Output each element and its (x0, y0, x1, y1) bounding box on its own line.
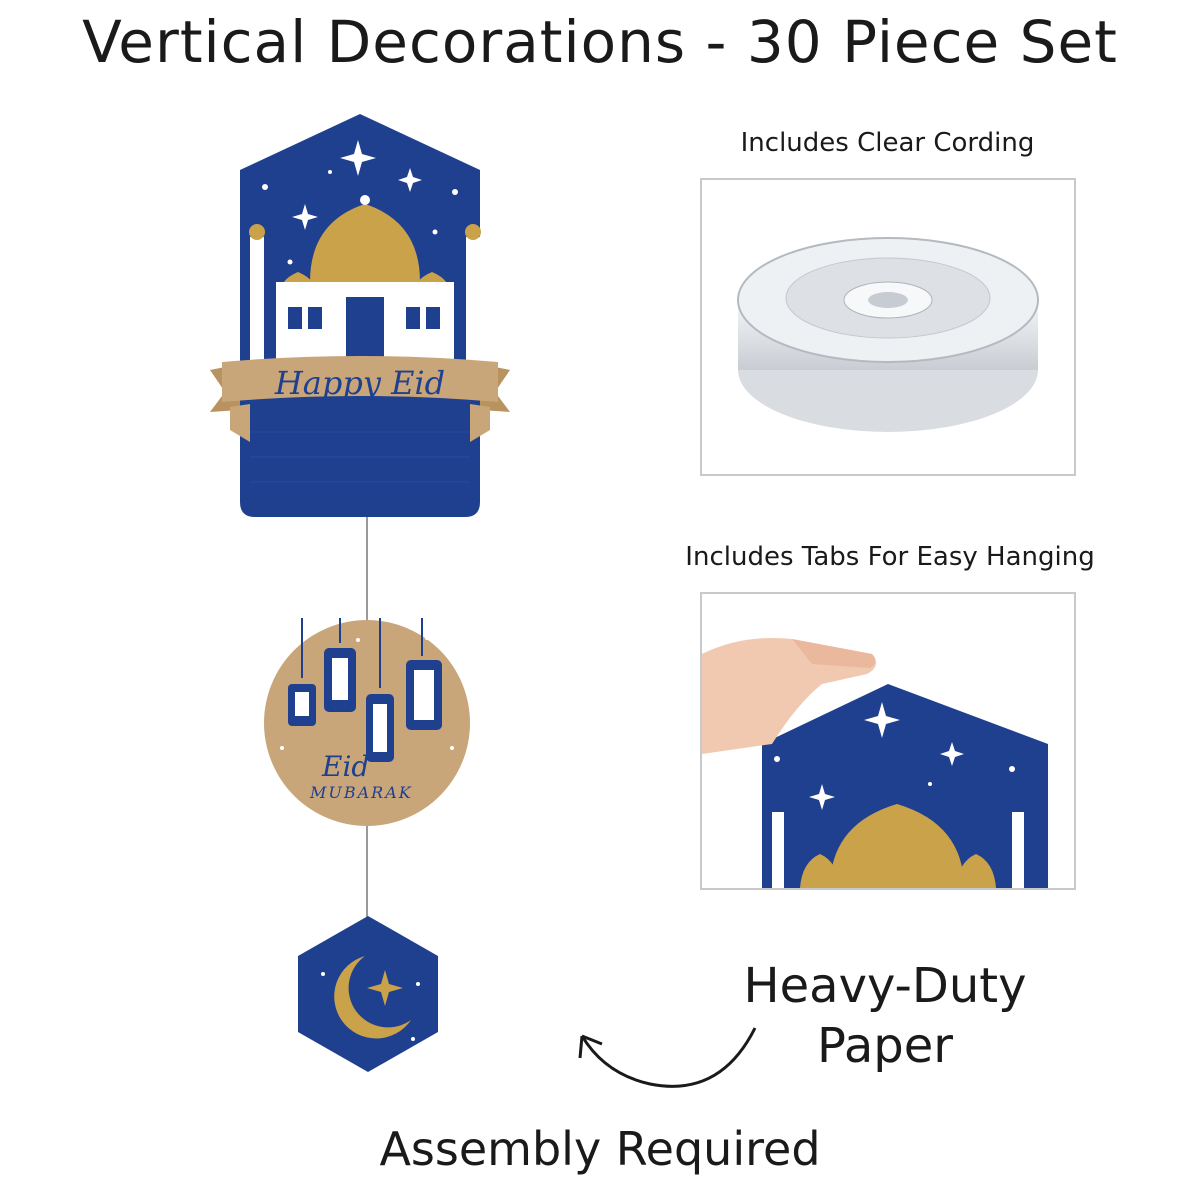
assembly-required-text: Assembly Required (379, 1122, 821, 1176)
mosque-banner-piece (210, 112, 510, 522)
hand-holding-banner-illustration (702, 594, 1074, 888)
happy-eid-text: Happy Eid (274, 364, 446, 402)
caption-clear-cording: Includes Clear Cording (740, 128, 1035, 158)
eid-mubarak-circle-piece (262, 618, 472, 828)
page-title: Vertical Decorations - 30 Piece Set (82, 8, 1118, 76)
eid-text: Eid (322, 750, 370, 783)
heavy-duty-line: Heavy-Duty (743, 958, 1027, 1014)
curved-arrow-icon (570, 1018, 770, 1098)
paper-line: Paper (817, 1018, 953, 1074)
crescent-hexagon-piece (293, 914, 443, 1074)
tabs-hanging-image (700, 592, 1076, 890)
clear-cording-image (700, 178, 1076, 476)
cord-spool-icon (702, 180, 1074, 474)
caption-easy-hanging: Includes Tabs For Easy Hanging (685, 542, 1095, 572)
mubarak-text: MUBARAK (310, 783, 413, 802)
